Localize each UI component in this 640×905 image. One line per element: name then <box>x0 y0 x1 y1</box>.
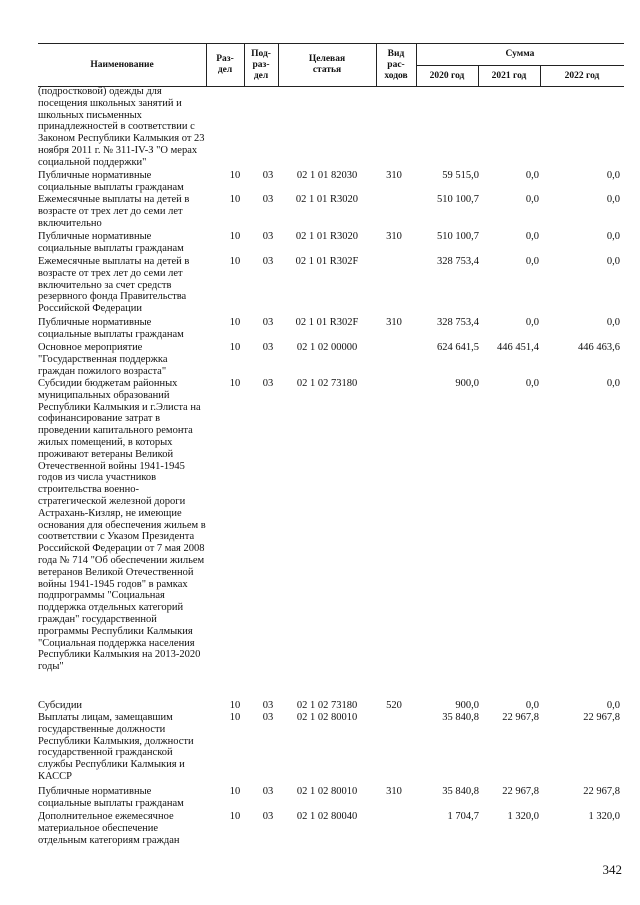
row-sum-2020: 59 515,0 <box>442 170 479 181</box>
row-vid: 310 <box>386 231 402 242</box>
row-target: 02 1 01 R3020 <box>295 194 359 205</box>
row-sum-2020: 328 753,4 <box>437 317 479 328</box>
row-razdel: 10 <box>229 256 241 267</box>
row-sum-2020: 35 840,8 <box>442 786 479 797</box>
row-razdel: 10 <box>229 786 241 797</box>
row-razdel: 10 <box>229 231 241 242</box>
row-sum-2022: 22 967,8 <box>583 786 620 797</box>
row-sum-2021: 446 451,4 <box>497 342 539 353</box>
row-podrazdel: 03 <box>262 170 274 181</box>
row-target: 02 1 02 73180 <box>296 378 358 389</box>
header-podrazdel: Под- раз- дел <box>251 48 271 81</box>
row-name: (подростковой) одежды для посещения школьных занятий и школьных письменных принадлежностей в соответствии с Законом Республики Калмыкия от 23 ноября 2011 г. № 311-IV-З "О мерах социальной поддержки" <box>38 86 205 168</box>
row-sum-2022: 0,0 <box>606 256 620 267</box>
header-target: Целевая статья <box>308 54 346 75</box>
row-razdel: 10 <box>229 342 241 353</box>
row-target: 02 1 02 80010 <box>296 712 358 723</box>
row-sum-2022: 1 320,0 <box>588 811 620 822</box>
row-target: 02 1 01 R3020 <box>295 231 359 242</box>
row-podrazdel: 03 <box>262 378 274 389</box>
row-target: 02 1 02 80010 <box>296 786 358 797</box>
row-sum-2020: 1 704,7 <box>447 811 479 822</box>
row-sum-2022: 0,0 <box>606 170 620 181</box>
row-name: Ежемесячные выплаты на детей в возрасте от трех лет до семи лет включительно за счет средств резервного фонда Правительства Российской Федерации <box>38 256 190 315</box>
row-sum-2022: 0,0 <box>606 231 620 242</box>
header-2022: 2022 год <box>564 70 600 81</box>
row-sum-2021: 0,0 <box>525 194 539 205</box>
row-target: 02 1 02 73180 <box>296 700 358 711</box>
row-razdel: 10 <box>229 317 241 328</box>
row-podrazdel: 03 <box>262 317 274 328</box>
header-vid: Вид рас- ходов <box>384 48 408 81</box>
row-sum-2021: 0,0 <box>525 378 539 389</box>
row-name: Публичные нормативные социальные выплаты гражданам <box>38 170 184 193</box>
row-sum-2021: 22 967,8 <box>502 712 539 723</box>
row-name: Публичные нормативные социальные выплаты гражданам <box>38 231 184 254</box>
row-sum-2021: 0,0 <box>525 256 539 267</box>
row-razdel: 10 <box>229 378 241 389</box>
header-2021: 2021 год <box>491 70 527 81</box>
row-sum-2020: 510 100,7 <box>437 231 479 242</box>
header-2020: 2020 год <box>429 70 465 81</box>
row-target: 02 1 01 R302F <box>295 256 359 267</box>
row-name: Публичные нормативные социальные выплаты гражданам <box>38 786 184 809</box>
row-sum-2020: 35 840,8 <box>442 712 479 723</box>
row-name: Основное мероприятие "Государственная поддержка граждан пожилого возраста" <box>38 342 168 377</box>
row-target: 02 1 01 82030 <box>296 170 358 181</box>
row-podrazdel: 03 <box>262 342 274 353</box>
row-target: 02 1 02 80040 <box>296 811 358 822</box>
row-sum-2022: 0,0 <box>606 378 620 389</box>
row-razdel: 10 <box>229 194 241 205</box>
header-name: Наименование <box>90 59 154 70</box>
row-razdel: 10 <box>229 712 241 723</box>
row-sum-2021: 0,0 <box>525 317 539 328</box>
row-sum-2020: 900,0 <box>455 378 479 389</box>
row-podrazdel: 03 <box>262 194 274 205</box>
row-sum-2022: 0,0 <box>606 194 620 205</box>
row-sum-2021: 0,0 <box>525 231 539 242</box>
row-sum-2020: 328 753,4 <box>437 256 479 267</box>
row-sum-2021: 0,0 <box>525 700 539 711</box>
row-podrazdel: 03 <box>262 786 274 797</box>
row-name: Субсидии <box>38 700 83 711</box>
row-sum-2021: 0,0 <box>525 170 539 181</box>
row-sum-2021: 22 967,8 <box>502 786 539 797</box>
row-podrazdel: 03 <box>262 712 274 723</box>
row-name: Субсидии бюджетам районных муниципальных образований Республики Калмыкия и г.Элиста на софинансирование затрат в проведении капитального ремонта жилых помещений, в которых проживают ветераны Великой Отечественной войны 1941-1945 годов из числа участников строительства военно-стратегической железной дороги Астрахань-Кизляр, не имеющие основания для обеспечения жильем в соответствии с Указом Президента Российской Федерации от 7 мая 2008 года № 714 "Об обеспечении жильем ветеранов Великой Отечественной войны 1941-1945 годов" в рамках подпрограммы "Социальная поддержка отдельных категорий граждан" государственной программы Республики Калмыкия "Социальная поддержка населения Республики Калмыкия на 2013-2020 годы" <box>38 378 206 673</box>
row-razdel: 10 <box>229 811 241 822</box>
row-name: Публичные нормативные социальные выплаты гражданам <box>38 317 184 340</box>
row-name: Дополнительное ежемесячное материальное обеспечение отдельным категориям граждан <box>38 811 180 846</box>
row-razdel: 10 <box>229 700 241 711</box>
row-vid: 520 <box>386 700 402 711</box>
row-name: Ежемесячные выплаты на детей в возрасте от трех лет до семи лет включительно <box>38 194 190 229</box>
row-target: 02 1 02 00000 <box>296 342 358 353</box>
row-sum-2020: 624 641,5 <box>437 342 479 353</box>
row-podrazdel: 03 <box>262 256 274 267</box>
page-number: 342 <box>602 862 622 877</box>
row-sum-2021: 1 320,0 <box>507 811 539 822</box>
row-podrazdel: 03 <box>262 811 274 822</box>
row-name: Выплаты лицам, замещавшим государственные должности Республики Калмыкия, должности государственной гражданской службы Республики Калмыкия и КАССР <box>38 712 194 782</box>
row-podrazdel: 03 <box>262 231 274 242</box>
header-razdel: Раз- дел <box>216 54 234 75</box>
row-sum-2022: 0,0 <box>606 317 620 328</box>
row-razdel: 10 <box>229 170 241 181</box>
row-target: 02 1 01 R302F <box>295 317 359 328</box>
table-header <box>38 43 624 87</box>
row-podrazdel: 03 <box>262 700 274 711</box>
header-sum: Сумма <box>505 49 535 59</box>
row-sum-2022: 22 967,8 <box>583 712 620 723</box>
row-vid: 310 <box>386 170 402 181</box>
row-sum-2022: 446 463,6 <box>578 342 620 353</box>
row-sum-2020: 900,0 <box>455 700 479 711</box>
row-sum-2022: 0,0 <box>606 700 620 711</box>
row-sum-2020: 510 100,7 <box>437 194 479 205</box>
row-vid: 310 <box>386 786 402 797</box>
row-vid: 310 <box>386 317 402 328</box>
